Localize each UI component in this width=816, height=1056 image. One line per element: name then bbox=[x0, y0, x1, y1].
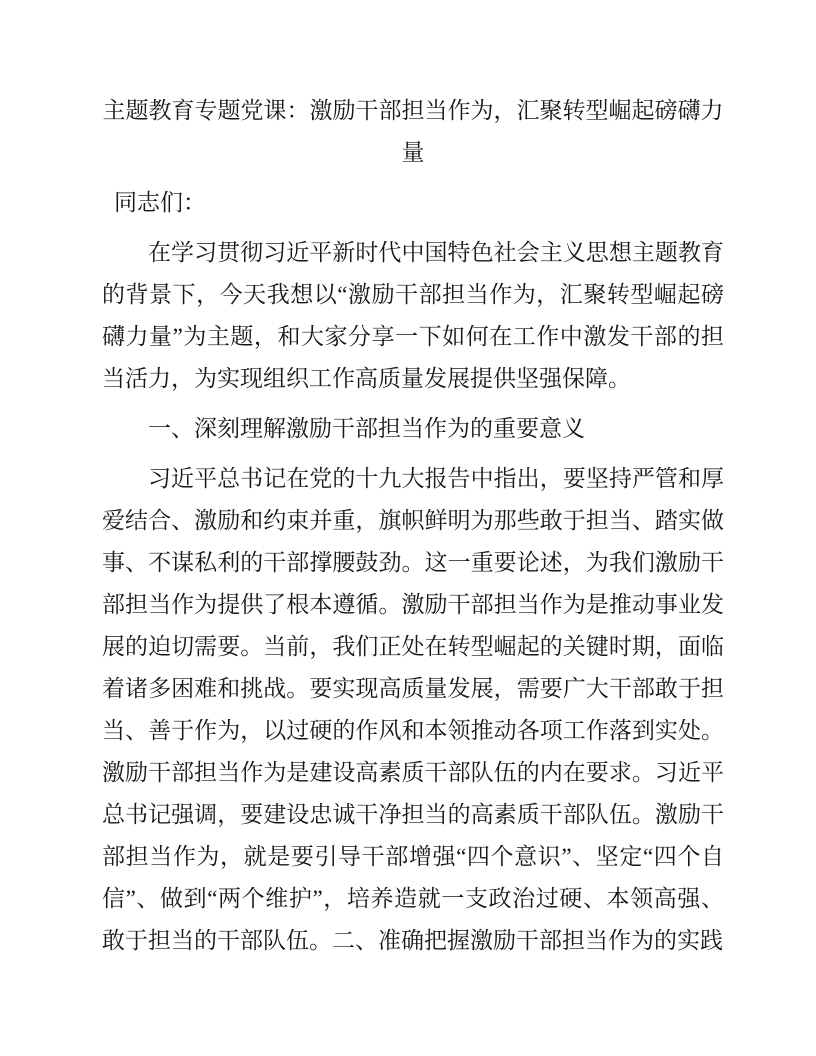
document-title: 主题教育专题党课：激励干部担当作为，汇聚转型崛起磅礴力量 bbox=[102, 98, 724, 165]
section-heading-1: 一、深刻理解激励干部担当作为的重要意义 bbox=[148, 416, 585, 441]
paragraph-section-1: 习近平总书记在党的十九大报告中指出，要坚持严管和厚爱结合、激励和约束并重，旗帜鲜明为那些敢于担当、踏实做事、不谋私利的干部撑腰鼓劲。这一重要论述，为我们激励干部担当作为提供了根本遵循。激励干部担当作为是推动事业发展的迫切需要。当前，我们正处在转型崛起的关键时期，面临着诸多困难和挑战。要实现高质量发展，需要广大干部敢于担当、善于作为，以过硬的作风和本领推动各项工作落到实处。激励干部担当作为是建设高素质干部队伍的内在要求。习近平总书记强调，要建设忠诚干净担当的高素质干部队伍。激励干部担当作为，就是要引导干部增强“四个意识”、坚定“四个自信”、做到“两个维护”，培养造就一支政治过硬、本领高强、敢于担当的干部队伍。二、准确把握激励干部担当作为的实践 bbox=[102, 466, 724, 953]
salutation: 同志们： bbox=[114, 190, 206, 215]
paragraph-intro: 在学习贯彻习近平新时代中国特色社会主义思想主题教育的背景下，今天我想以“激励干部担当作为，汇聚转型崛起磅礴力量”为主题，和大家分享一下如何在工作中激发干部的担当活力，为实现组织工作高质量发展提供坚强保障。 bbox=[102, 240, 724, 391]
